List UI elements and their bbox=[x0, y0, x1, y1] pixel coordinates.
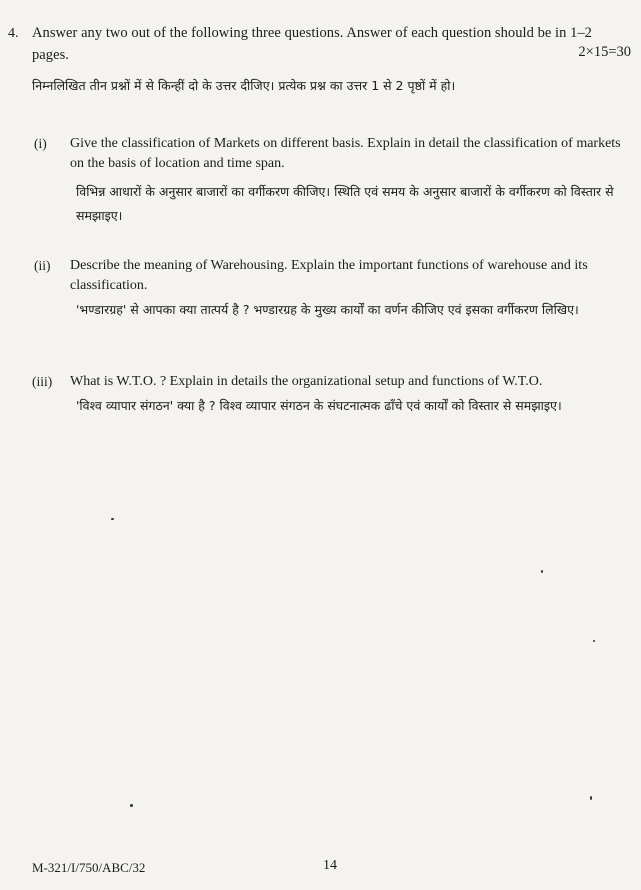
paper-code: M-321/I/750/ABC/32 bbox=[32, 860, 146, 875]
marks-allocation: 2×15=30 bbox=[578, 44, 631, 60]
scan-speck bbox=[593, 640, 595, 642]
scan-speck bbox=[111, 518, 114, 520]
subquestion-label: (iii) bbox=[32, 374, 53, 389]
subquestion-text-hindi: 'भण्डारग्रह' से आपका क्या तात्पर्य है ? भण्डारग्रह के मुख्य कार्यों का वर्णन कीजिए एवं इसका वर्गीकरण लिखिए। bbox=[76, 302, 579, 317]
page-number: 14 bbox=[323, 858, 337, 873]
subquestion-text-hindi: विभिन्न आधारों के अनुसार बाजारों का वर्गीकरण कीजिए। स्थिति एवं समय के अनुसार बाजारों के वर्गीकरण को विस्तार से समझाइए। bbox=[76, 184, 614, 223]
subquestion-text-english: What is W.T.O. ? Explain in details the organizational setup and functions of W.T.O. bbox=[70, 374, 543, 389]
question-number: 4. bbox=[8, 26, 19, 41]
scan-speck bbox=[130, 804, 133, 807]
question-instruction: Answer any two out of the following three questions. Answer of each question should be in 1–2 pages. bbox=[32, 25, 592, 63]
subquestion-text-english: Give the classification of Markets on different basis. Explain in detail the classification of markets on the basis of location and time span. bbox=[70, 136, 621, 171]
scan-speck bbox=[541, 570, 543, 573]
question-instruction-hindi: निम्नलिखित तीन प्रश्नों में से किन्हीं दो के उत्तर दीजिए। प्रत्येक प्रश्न का उत्तर 1 से 2 पृष्ठों में हो। bbox=[32, 78, 456, 93]
subquestion-label: (ii) bbox=[34, 258, 51, 273]
subquestion-text-english: Describe the meaning of Warehousing. Explain the important functions of warehouse and its classification. bbox=[70, 258, 588, 293]
subquestion-text-hindi: 'विश्व व्यापार संगठन' क्या है ? विश्व व्यापार संगठन के संघटनात्मक ढाँचे एवं कार्यों को विस्तार से समझाइए। bbox=[76, 398, 562, 413]
subquestion-label: (i) bbox=[34, 136, 47, 151]
scan-speck bbox=[590, 796, 592, 800]
